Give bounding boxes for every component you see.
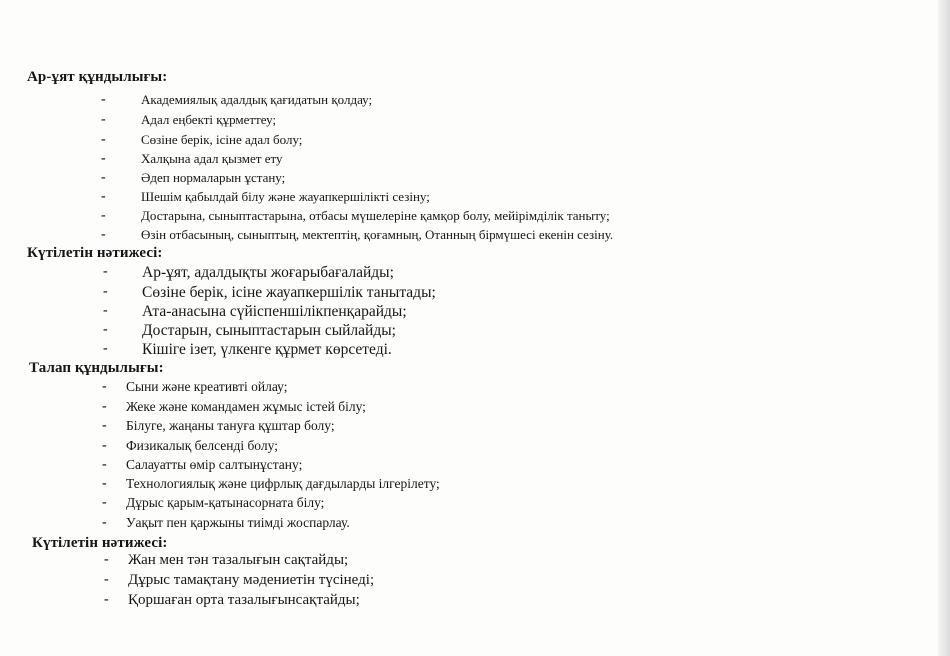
bullet-dash: -	[102, 399, 107, 414]
page-edge-shadow	[938, 0, 950, 656]
bullet-dash: -	[102, 438, 107, 453]
bullet-dash: -	[102, 379, 107, 394]
list-item-text: Қоршаған орта тазалығынсақтайды;	[128, 592, 360, 608]
list-item-text: Дұрыс тамақтану мәдениетін түсінеді;	[128, 572, 375, 588]
bullet-dash: -	[103, 284, 108, 299]
list-item-text: Технологиялық және цифрлық дағдыларды ілгерілету;	[126, 476, 440, 491]
bullet-dash: -	[101, 189, 106, 204]
bullet-dash: -	[101, 112, 106, 127]
section-heading: Ар-ұят құндылығы:	[27, 69, 168, 85]
list-item-text: Сөзіне берік, ісіне адал болу;	[141, 132, 303, 147]
list-item-text: Достарына, сыныптастарына, отбасы мүшелеріне қамқор болу, мейірімділік таныту;	[141, 208, 610, 223]
list-item-text: Дұрыс қарым-қатынасорната білу;	[126, 495, 325, 510]
list-item-text: Әдеп нормаларын ұстану;	[141, 170, 286, 185]
section-heading: Күтілетін нәтижесі:	[27, 245, 163, 261]
list-item-text: Шешім қабылдай білу және жауапкершілікті сезіну;	[141, 189, 430, 204]
list-item-text: Білуге, жаңаны тануға құштар болу;	[126, 418, 335, 433]
bullet-dash: -	[103, 322, 108, 337]
bullet-dash: -	[101, 208, 106, 223]
section-heading: Талап құндылығы:	[29, 360, 164, 376]
list-item-text: Достарын, сыныптастарын сыйлайды;	[142, 322, 396, 339]
bullet-dash: -	[103, 341, 108, 356]
list-item-text: Халқына адал қызмет ету	[141, 151, 283, 166]
list-item-text: Өзін отбасының, сыныптың, мектептің, қоғамның, Отанның бірмүшесі екенін сезіну.	[141, 227, 614, 242]
bullet-dash: -	[104, 552, 109, 567]
bullet-dash: -	[101, 92, 106, 107]
list-item-text: Ар-ұят, адалдықты жоғарыбағалайды;	[142, 264, 394, 281]
bullet-dash: -	[102, 418, 107, 433]
list-item-text: Жан мен тән тазалығын сақтайды;	[128, 552, 349, 568]
list-item-text: Сыни және креативті ойлау;	[126, 379, 288, 394]
list-item-text: Адал еңбекті құрметтеу;	[141, 112, 277, 127]
list-item-text: Салауатты өмір салтынұстану;	[126, 457, 303, 472]
bullet-dash: -	[103, 264, 108, 279]
bullet-dash: -	[101, 170, 106, 185]
list-item-text: Ата-анасына сүйіспеншілікпенқарайды;	[142, 303, 407, 320]
bullet-dash: -	[102, 457, 107, 472]
bullet-dash: -	[104, 592, 109, 607]
bullet-dash: -	[104, 572, 109, 587]
bullet-dash: -	[102, 476, 107, 491]
bullet-dash: -	[102, 495, 107, 510]
section-heading: Күтілетін нәтижесі:	[32, 535, 168, 551]
list-item-text: Сөзіне берік, ісіне жауапкершілік танытады;	[142, 284, 436, 301]
bullet-dash: -	[102, 515, 107, 530]
list-item-text: Уақыт пен қаржыны тиімді жоспарлау.	[126, 515, 350, 530]
list-item-text: Академиялық адалдық қағидатын қолдау;	[141, 92, 373, 107]
bullet-dash: -	[103, 303, 108, 318]
bullet-dash: -	[101, 227, 106, 242]
list-item-text: Кішіге ізет, үлкенге құрмет көрсетеді.	[142, 341, 392, 358]
bullet-dash: -	[101, 132, 106, 147]
bullet-dash: -	[101, 151, 106, 166]
list-item-text: Жеке және командамен жұмыс істей білу;	[126, 399, 366, 414]
list-item-text: Физикалық белсенді болу;	[126, 438, 278, 453]
